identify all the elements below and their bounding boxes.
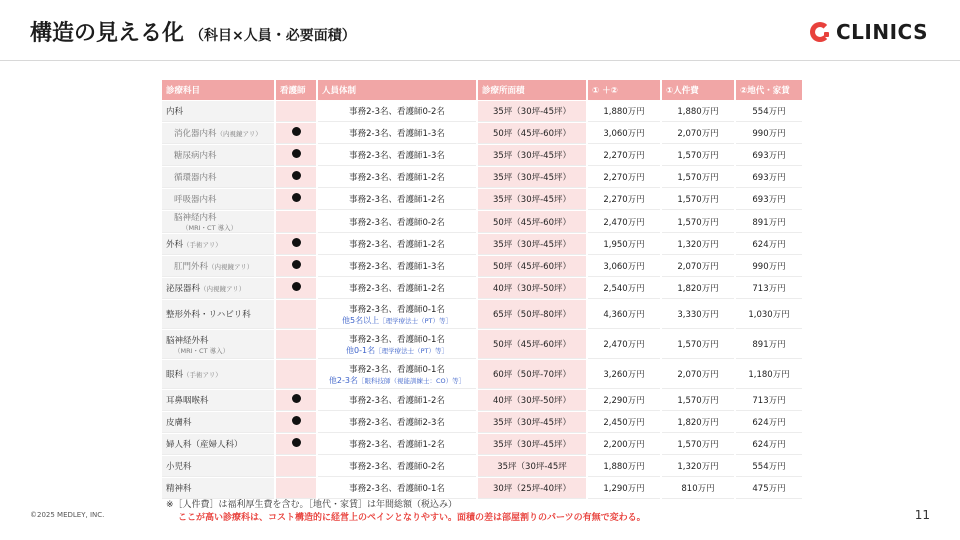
dept-name: 呼吸器内科 — [174, 195, 217, 205]
table-row — [162, 278, 802, 299]
dept-name: 婦人科（産婦人科） — [166, 440, 243, 450]
rent-cell: 624万円 — [736, 234, 802, 255]
dept-cell — [162, 330, 274, 359]
table-row — [162, 123, 802, 144]
total-cell: 3,060万円 — [588, 123, 660, 144]
dept-cell — [162, 123, 274, 144]
dept-cell — [162, 211, 274, 233]
labor-cell: 2,070万円 — [662, 360, 734, 389]
total-cell: 1,880万円 — [588, 456, 660, 477]
dept-cell — [162, 256, 274, 277]
page-title — [30, 16, 356, 47]
nurse-cell — [276, 145, 316, 166]
nurse-cell — [276, 412, 316, 433]
staff-cell — [318, 412, 476, 433]
staff-cell — [318, 123, 476, 144]
nurse-cell — [276, 278, 316, 299]
labor-cell: 1,570万円 — [662, 390, 734, 411]
nurse-cell — [276, 256, 316, 277]
table-row — [162, 300, 802, 329]
staff-text: 事務2-3名、看護師0-2名 — [349, 107, 445, 117]
labor-cell: 1,320万円 — [662, 234, 734, 255]
table-row — [162, 478, 802, 499]
nurse-cell — [276, 123, 316, 144]
column-header: 人員体制 — [318, 80, 476, 100]
labor-cell: 1,570万円 — [662, 167, 734, 188]
dept-name: 脳神経外科 — [166, 335, 209, 346]
staff-text: 事務2-3名、看護師1-2名 — [349, 240, 445, 250]
labor-cell: 1,570万円 — [662, 211, 734, 233]
dept-note: （内視鏡アリ） — [200, 285, 246, 293]
column-header: ②地代・家賃 — [736, 80, 802, 100]
copyright: ©2025 MEDLEY, INC. — [30, 511, 105, 519]
dept-note: （内視鏡アリ） — [208, 263, 254, 271]
nurse-cell — [276, 167, 316, 188]
total-cell: 4,360万円 — [588, 300, 660, 329]
staff-cell — [318, 300, 476, 329]
nurse-dot-icon — [292, 193, 301, 202]
staff-cell — [318, 478, 476, 499]
rent-cell: 1,030万円 — [736, 300, 802, 329]
area-cell: 60坪（50坪-70坪） — [478, 360, 586, 389]
rent-cell: 624万円 — [736, 412, 802, 433]
staff-text: 事務2-3名、看護師1-3名 — [349, 262, 445, 272]
staff-text: 事務2-3名、看護師1-3名 — [349, 151, 445, 161]
area-cell: 50坪（45坪-60坪） — [478, 123, 586, 144]
rent-cell: 554万円 — [736, 456, 802, 477]
staff-text: 事務2-3名、看護師0-2名 — [349, 462, 445, 472]
staff-text: 事務2-3名、看護師0-1名 — [349, 304, 445, 315]
labor-cell: 3,330万円 — [662, 300, 734, 329]
nurse-dot-icon — [292, 238, 301, 247]
dept-name: 精神科 — [166, 484, 192, 494]
nurse-dot-icon — [292, 282, 301, 291]
staff-cell — [318, 145, 476, 166]
cost-table — [160, 79, 804, 500]
total-cell: 2,200万円 — [588, 434, 660, 455]
labor-cell: 1,570万円 — [662, 434, 734, 455]
column-header: 診療所面積 — [478, 80, 586, 100]
area-cell: 35坪（30坪-45坪） — [478, 145, 586, 166]
table-row — [162, 434, 802, 455]
labor-cell: 2,070万円 — [662, 256, 734, 277]
dept-note: （手術アリ） — [183, 241, 222, 249]
footnote-cost-definition: ※［人件費］は福利厚生費を含む。［地代・家賃］は年間総額（税込み） — [166, 500, 458, 510]
table-row — [162, 256, 802, 277]
dept-cell — [162, 390, 274, 411]
area-cell: 50坪（45坪-60坪） — [478, 330, 586, 359]
rent-cell: 693万円 — [736, 189, 802, 210]
table-row — [162, 189, 802, 210]
nurse-dot-icon — [292, 260, 301, 269]
labor-cell: 2,070万円 — [662, 123, 734, 144]
rent-cell: 693万円 — [736, 145, 802, 166]
staff-cell — [318, 167, 476, 188]
dept-cell — [162, 101, 274, 122]
dept-name: 循環器内科 — [174, 173, 217, 183]
nurse-cell — [276, 189, 316, 210]
labor-cell: 1,570万円 — [662, 189, 734, 210]
clinics-logo — [810, 20, 928, 44]
rent-cell: 891万円 — [736, 211, 802, 233]
nurse-dot-icon — [292, 416, 301, 425]
area-cell: 50坪（45坪-60坪） — [478, 211, 586, 233]
nurse-dot-icon — [292, 127, 301, 136]
nurse-dot-icon — [292, 149, 301, 158]
table-header-row — [162, 80, 802, 100]
staff-note — [322, 315, 472, 326]
clinics-logo-text: CLINICS — [836, 20, 928, 44]
total-cell: 3,260万円 — [588, 360, 660, 389]
page-title-main: 構造の見える化 — [30, 21, 185, 46]
dept-cell — [162, 300, 274, 329]
table-row — [162, 412, 802, 433]
dept-cell — [162, 478, 274, 499]
staff-text: 事務2-3名、看護師1-2名 — [349, 396, 445, 406]
dept-cell — [162, 360, 274, 389]
dept-name: 内科 — [166, 107, 184, 117]
dept-cell — [162, 234, 274, 255]
staff-cell — [318, 278, 476, 299]
labor-cell: 1,820万円 — [662, 278, 734, 299]
dept-note: （内視鏡アリ） — [216, 130, 262, 138]
area-cell: 65坪（50坪-80坪） — [478, 300, 586, 329]
staff-cell — [318, 234, 476, 255]
staff-cell — [318, 360, 476, 389]
area-cell: 35坪（30坪-45坪 — [478, 456, 586, 477]
area-cell: 35坪（30坪-45坪） — [478, 412, 586, 433]
dept-name: 皮膚科 — [166, 418, 192, 428]
page-subtitle: （科目×人員・必要面積） — [190, 28, 356, 44]
total-cell: 2,290万円 — [588, 390, 660, 411]
area-cell: 35坪（30坪-45坪） — [478, 434, 586, 455]
total-cell: 1,290万円 — [588, 478, 660, 499]
dept-cell — [162, 434, 274, 455]
dept-note: （MRI・CT 導入） — [174, 346, 230, 355]
staff-text: 事務2-3名、看護師0-1名 — [349, 364, 445, 375]
table-row — [162, 390, 802, 411]
staff-cell — [318, 256, 476, 277]
staff-note-role: ［眼科技師（視能訓練士：CO）等］ — [357, 376, 466, 385]
staff-cell — [318, 101, 476, 122]
rent-cell: 554万円 — [736, 101, 802, 122]
area-cell: 50坪（45坪-60坪） — [478, 256, 586, 277]
rent-cell: 693万円 — [736, 167, 802, 188]
total-cell: 2,540万円 — [588, 278, 660, 299]
staff-text: 事務2-3名、看護師0-1名 — [349, 334, 445, 345]
rent-cell: 713万円 — [736, 390, 802, 411]
dept-name: 泌尿器科 — [166, 284, 201, 294]
area-cell: 30坪（25坪-40坪） — [478, 478, 586, 499]
column-header: 診療科目 — [162, 80, 274, 100]
staff-text: 事務2-3名、看護師1-2名 — [349, 284, 445, 294]
total-cell: 1,880万円 — [588, 101, 660, 122]
nurse-cell — [276, 456, 316, 477]
dept-name: 小児科 — [166, 462, 192, 472]
nurse-dot-icon — [292, 394, 301, 403]
staff-note — [322, 345, 472, 356]
rent-cell: 1,180万円 — [736, 360, 802, 389]
staff-cell — [318, 434, 476, 455]
staff-text: 事務2-3名、看護師1-2名 — [349, 440, 445, 450]
total-cell: 2,470万円 — [588, 211, 660, 233]
dept-name: 整形外科・リハビリ科 — [166, 310, 251, 320]
rent-cell: 713万円 — [736, 278, 802, 299]
dept-cell — [162, 189, 274, 210]
nurse-cell — [276, 330, 316, 359]
dept-name: 眼科 — [166, 370, 184, 380]
structure-table — [160, 79, 802, 500]
dept-note: （手術アリ） — [183, 371, 222, 379]
staff-text: 事務2-3名、看護師0-1名 — [349, 484, 445, 494]
header-divider — [0, 60, 960, 61]
table-row — [162, 234, 802, 255]
total-cell: 2,270万円 — [588, 145, 660, 166]
dept-cell — [162, 412, 274, 433]
area-cell: 40坪（30坪-50坪） — [478, 278, 586, 299]
staff-text: 事務2-3名、看護師1-2名 — [349, 195, 445, 205]
footnote-highlight: ここが高い診療科は、コスト構造的に経営上のペインとなりやすい。面積の差は部屋割りのパーツの有無で変わる。 — [178, 513, 646, 523]
total-cell: 2,470万円 — [588, 330, 660, 359]
rent-cell: 475万円 — [736, 478, 802, 499]
dept-cell — [162, 278, 274, 299]
dept-name: 耳鼻咽喉科 — [166, 396, 209, 406]
total-cell: 2,270万円 — [588, 189, 660, 210]
dept-note: （MRI・CT 導入） — [182, 224, 238, 232]
clinics-logo-icon — [810, 22, 830, 42]
total-cell: 1,950万円 — [588, 234, 660, 255]
staff-cell — [318, 330, 476, 359]
area-cell: 40坪（30坪-50坪） — [478, 390, 586, 411]
area-cell: 35坪（30坪-45坪） — [478, 101, 586, 122]
nurse-cell — [276, 234, 316, 255]
total-cell: 3,060万円 — [588, 256, 660, 277]
labor-cell: 1,880万円 — [662, 101, 734, 122]
labor-cell: 1,320万円 — [662, 456, 734, 477]
table-row — [162, 330, 802, 359]
page-number: 11 — [914, 508, 930, 522]
dept-cell — [162, 167, 274, 188]
dept-cell — [162, 456, 274, 477]
area-cell: 35坪（30坪-45坪） — [478, 234, 586, 255]
staff-text: 事務2-3名、看護師1-2名 — [349, 173, 445, 183]
table-row — [162, 360, 802, 389]
table-row — [162, 456, 802, 477]
nurse-cell — [276, 478, 316, 499]
staff-text: 事務2-3名、看護師2-3名 — [349, 418, 445, 428]
rent-cell: 891万円 — [736, 330, 802, 359]
staff-cell — [318, 189, 476, 210]
rent-cell: 990万円 — [736, 123, 802, 144]
table-row — [162, 145, 802, 166]
total-cell: 2,450万円 — [588, 412, 660, 433]
staff-note-count: 他2-3名 — [328, 375, 358, 385]
staff-note-count: 他0-1名 — [346, 345, 376, 355]
table-row — [162, 211, 802, 233]
table-row — [162, 167, 802, 188]
column-header: ① ＋② — [588, 80, 660, 100]
table-body — [162, 101, 802, 499]
total-cell: 2,270万円 — [588, 167, 660, 188]
table-row — [162, 101, 802, 122]
dept-cell — [162, 145, 274, 166]
nurse-dot-icon — [292, 438, 301, 447]
staff-cell — [318, 456, 476, 477]
dept-name: 外科 — [166, 240, 184, 250]
nurse-cell — [276, 211, 316, 233]
staff-text: 事務2-3名、看護師0-2名 — [349, 217, 445, 228]
rent-cell: 990万円 — [736, 256, 802, 277]
staff-cell — [318, 390, 476, 411]
nurse-cell — [276, 101, 316, 122]
nurse-dot-icon — [292, 171, 301, 180]
column-header: ①人件費 — [662, 80, 734, 100]
staff-note — [322, 375, 472, 386]
nurse-cell — [276, 434, 316, 455]
nurse-cell — [276, 360, 316, 389]
column-header: 看護師 — [276, 80, 316, 100]
area-cell: 35坪（30坪-45坪） — [478, 167, 586, 188]
nurse-cell — [276, 300, 316, 329]
staff-text: 事務2-3名、看護師1-3名 — [349, 129, 445, 139]
labor-cell: 810万円 — [662, 478, 734, 499]
rent-cell: 624万円 — [736, 434, 802, 455]
area-cell: 35坪（30坪-45坪） — [478, 189, 586, 210]
dept-name: 消化器内科 — [174, 129, 217, 139]
labor-cell: 1,570万円 — [662, 330, 734, 359]
nurse-cell — [276, 390, 316, 411]
staff-note-count: 他5名以上 — [342, 315, 380, 325]
staff-cell — [318, 211, 476, 233]
labor-cell: 1,820万円 — [662, 412, 734, 433]
staff-note-role: ［理学療法士（PT）等］ — [375, 346, 448, 355]
staff-note-role: ［理学療法士（PT）等］ — [379, 316, 452, 325]
labor-cell: 1,570万円 — [662, 145, 734, 166]
dept-name: 糖尿病内科 — [174, 151, 217, 161]
dept-name: 肛門外科 — [174, 262, 209, 272]
dept-name: 脳神経内科 — [174, 213, 217, 223]
